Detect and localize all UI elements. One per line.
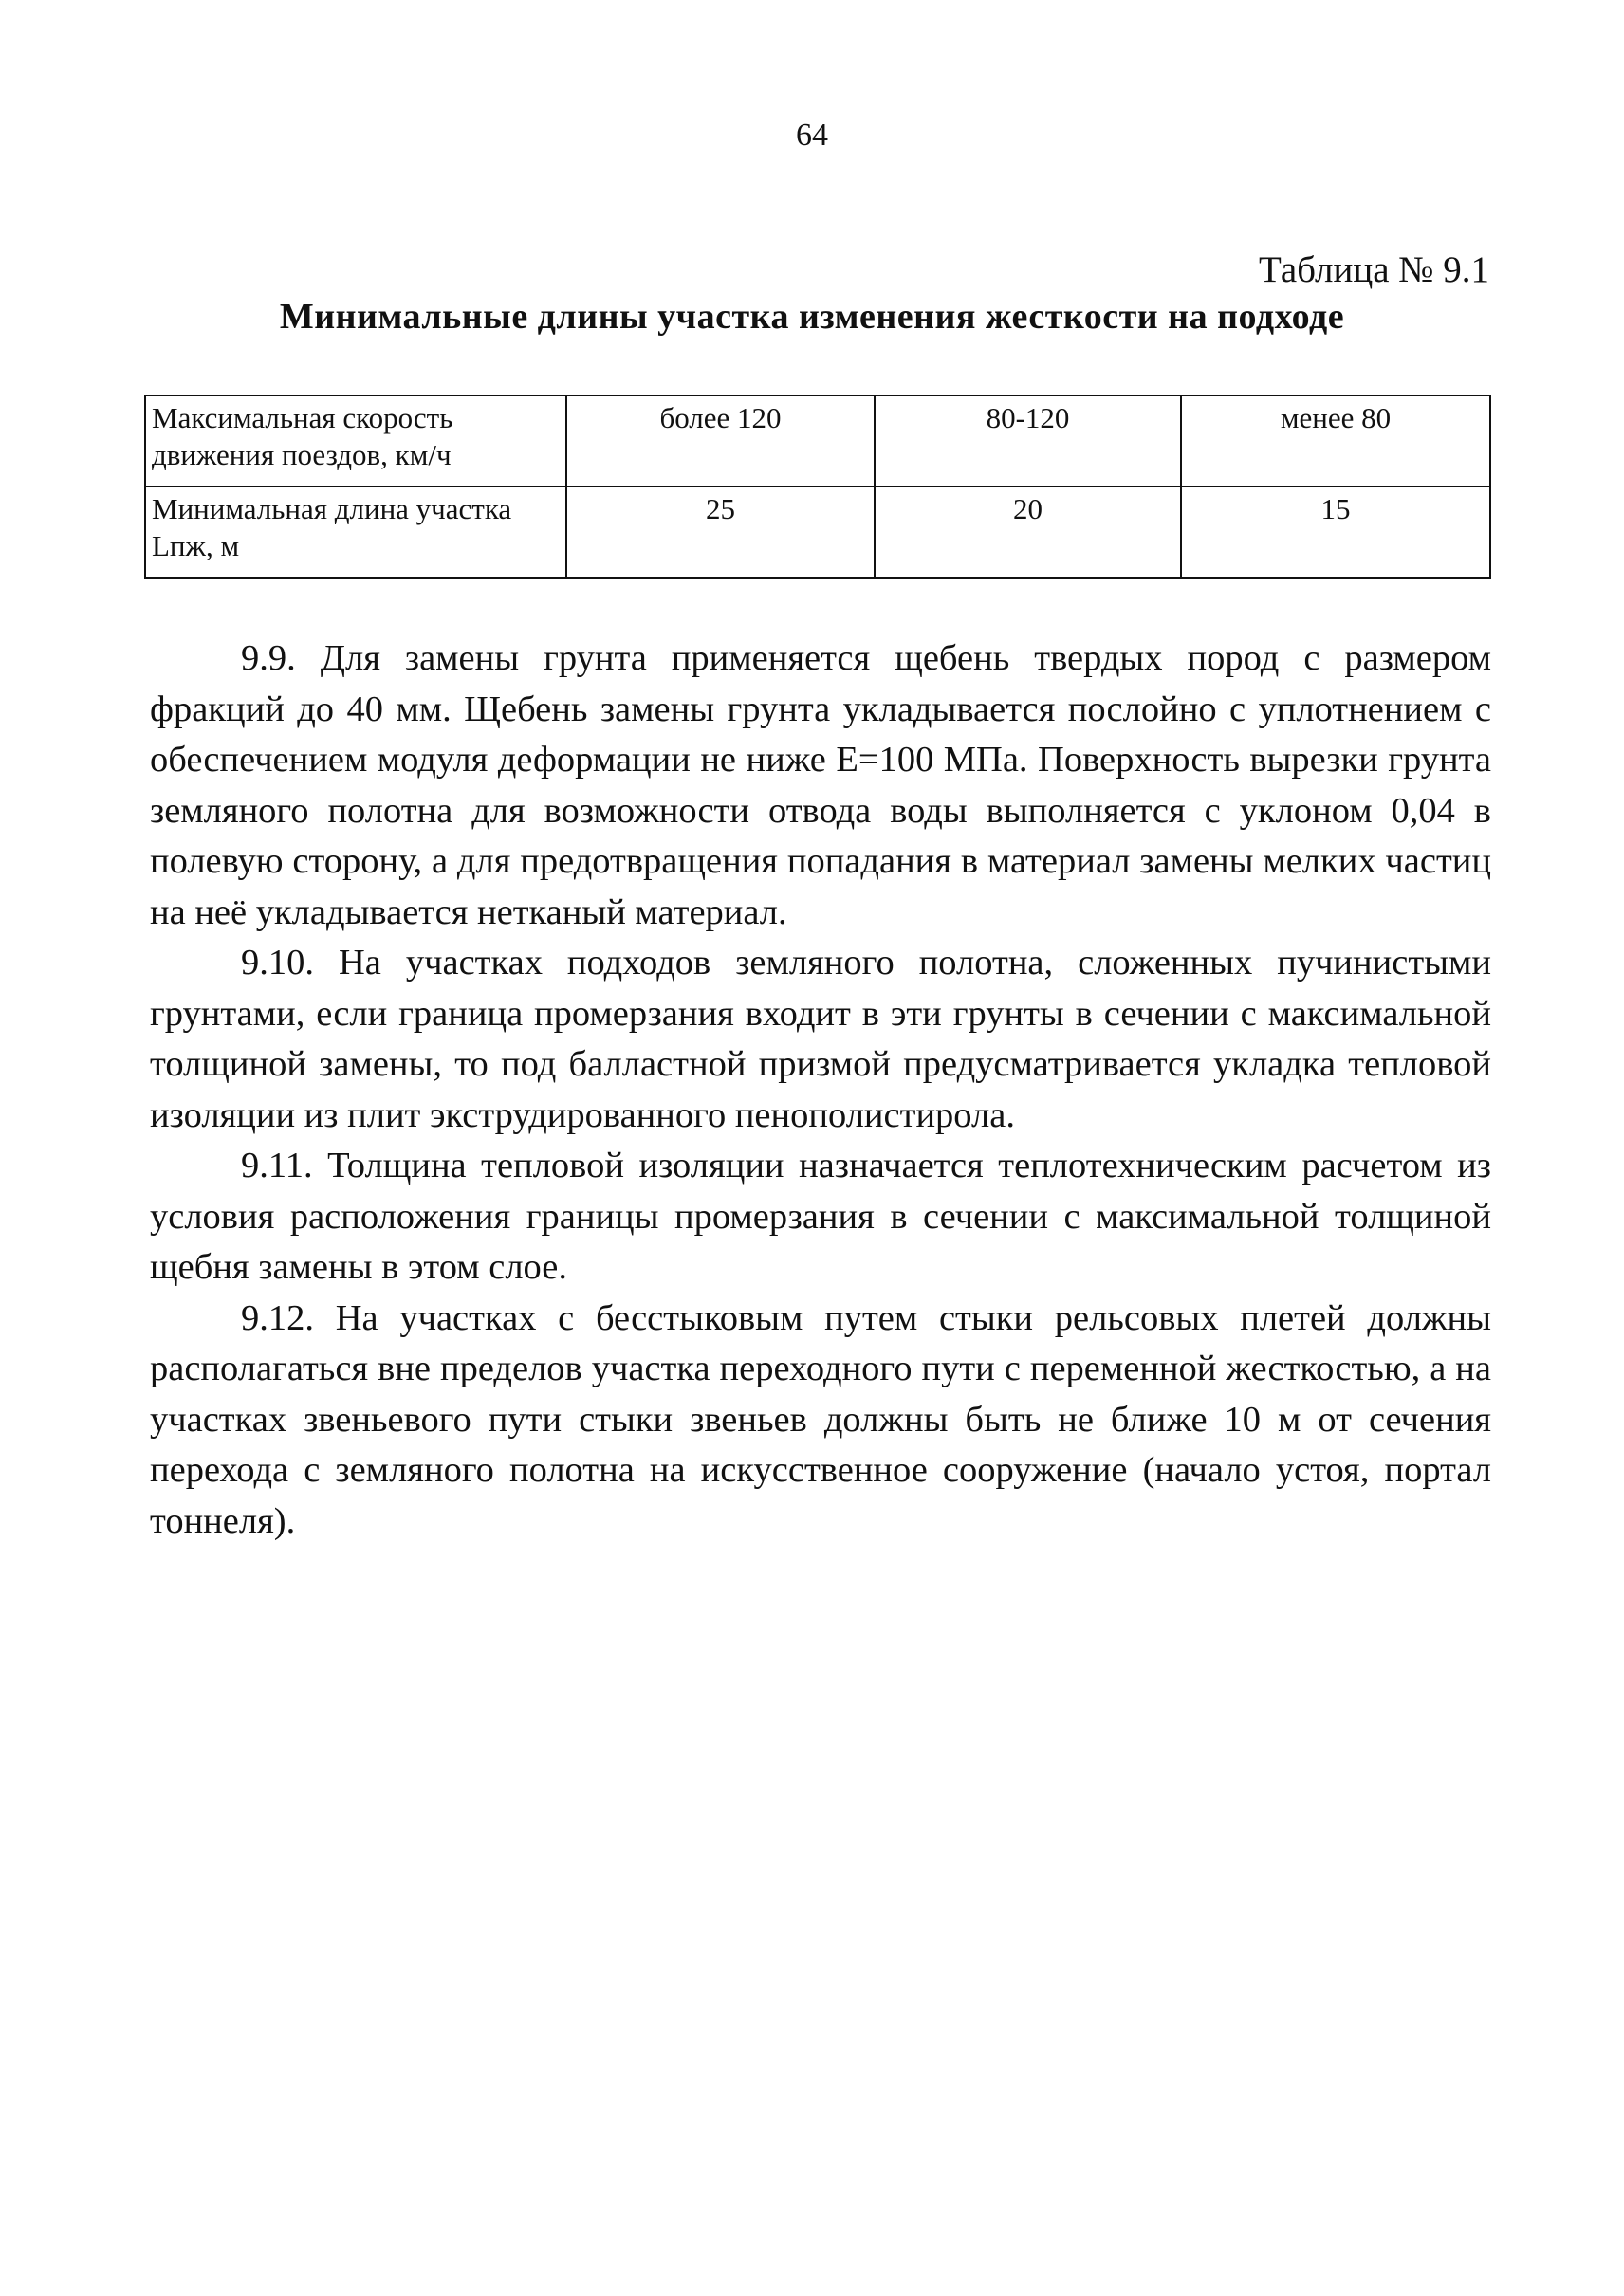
- table-caption: Таблица № 9.1: [1258, 249, 1489, 290]
- table-title: Минимальные длины участка изменения жесткости на подходе: [279, 297, 1345, 337]
- paragraph-9-11: 9.11. Толщина тепловой изоляции назначается теплотехническим расчетом из условия расположения границы промерзания в сечении с максимальной толщиной щебня замены в этом слое.: [150, 1146, 1491, 1287]
- table-row-length: [145, 487, 1490, 578]
- table-row-label: Минимальная длина участка Lпж, м: [145, 487, 566, 578]
- stiffness-table: [144, 395, 1491, 579]
- table-row-label: Максимальная скорость движения поездов, км/ч: [145, 395, 566, 487]
- table-cell: менее 80: [1181, 395, 1490, 487]
- paragraph-9-9: 9.9. Для замены грунта применяется щебень твердых пород с размером фракций до 40 мм. Щебень замены грунта укладывается послойно с уплотнением с обеспечением модуля деформации не ниже Е=100 МПа. Поверхность вырезки грунта земляного полотна для возможности отвода воды выполняется с уклоном 0,04 в полевую сторону, а для предотвращения попадания в материал замены мелких частиц на неё укладывается нетканый материал.: [150, 638, 1491, 932]
- paragraph-9-10: 9.10. На участках подходов земляного полотна, сложенных пучинистыми грунтами, если граница промерзания входит в эти грунты в сечении с максимальной толщиной замены, то под балластной призмой предусматривается укладка тепловой изоляции из плит экструдированного пенополистирола.: [150, 943, 1491, 1135]
- table-cell: 25: [566, 487, 875, 578]
- page-number: 64: [796, 118, 828, 153]
- paragraph-9-12: 9.12. На участках с бесстыковым путем стыки рельсовых плетей должны располагаться вне пределов участка переходного пути с переменной жесткостью, а на участках звеньевого пути стыки звеньев должны быть не ближе 10 м от сечения перехода с земляного полотна на искусственное сооружение (начало устоя, портал тоннеля).: [150, 1297, 1491, 1541]
- table-row-speed: [145, 395, 1490, 487]
- table-cell: 20: [875, 487, 1181, 578]
- table-cell: более 120: [566, 395, 875, 487]
- table-cell: 15: [1181, 487, 1490, 578]
- body-text: [150, 634, 1491, 1547]
- table-cell: 80-120: [875, 395, 1181, 487]
